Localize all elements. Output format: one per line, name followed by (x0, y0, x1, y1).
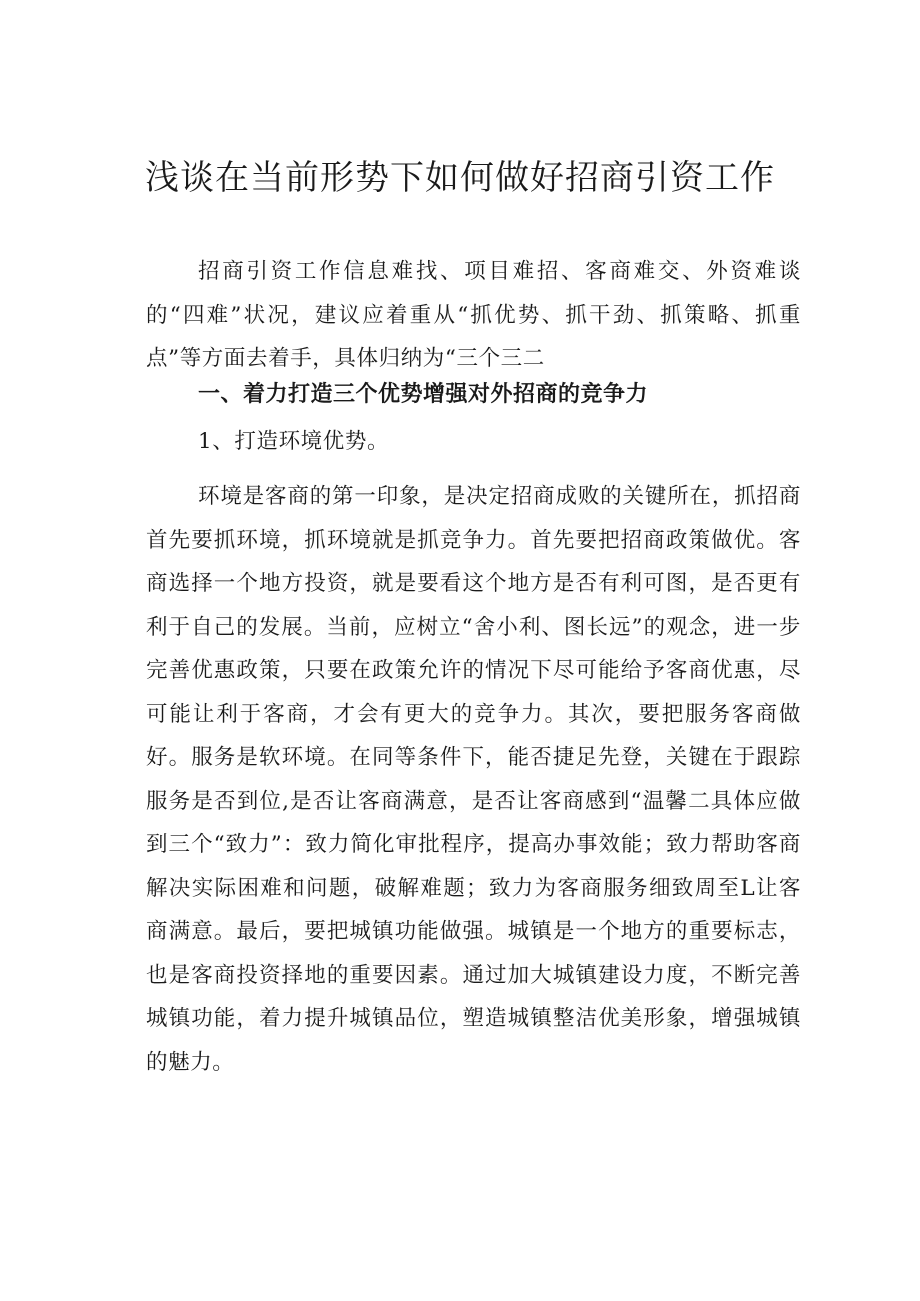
section-heading-1: 一、着力打造三个优势增强对外招商的竞争力 (198, 382, 649, 407)
item-heading-1: 1、打造环境优势。 (198, 429, 390, 454)
document-title: 浅谈在当前形势下如何做好招商引资工作 (145, 158, 775, 198)
body-paragraph-1: 环境是客商的第一印象，是决定招商成败的关键所在，抓招商首先要抓环境，抓环境就是抓竞争力。首先要把招商政策做优。客商选择一个地方投资，就是要看这个地方是否有利可图，是否更有利于自己的发展。当前，应树立“舍小利、图长远”的观念，进一步完善优惠政策，只要在政策允许的情况下尽可能给予客商优惠，尽可能让利于客商，才会有更大的竞争力。其次，要把服务客商做好。服务是软环境。在同等条件下，能否捷足先登，关键在于跟踪服务是否到位,是否让客商满意，是否让客商感到“温馨二具体应做到三个“致力”：致力简化审批程序，提高办事效能；致力帮助客商解决实际困难和问题，破解难题；致力为客商服务细致周至L让客商满意。最后，要把城镇功能做强。城镇是一个地方的重要标志，也是客商投资择地的重要因素。通过加大城镇建设力度，不断完善城镇功能，着力提升城镇品位，塑造城镇整洁优美形象，增强城镇的魅力。 (146, 484, 801, 1075)
intro-paragraph: 招商引资工作信息难找、项目难招、客商难交、外资难谈的“四难”状况，建议应着重从“抓优势、抓干劲、抓策略、抓重点”等方面去着手，具体归纳为“三个三二 (146, 259, 801, 371)
